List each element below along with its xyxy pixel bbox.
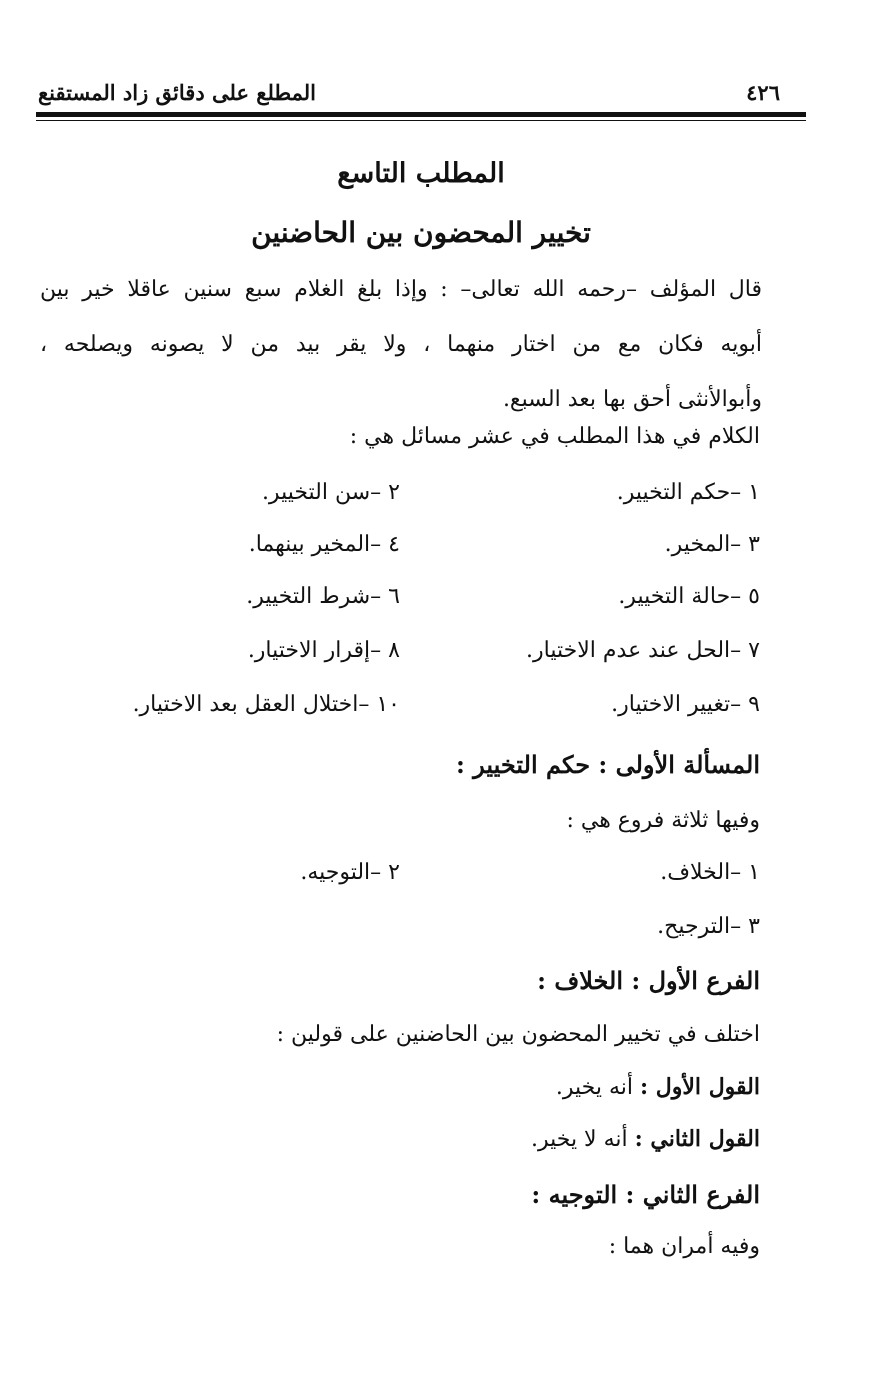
opinion2-text: أنه لا يخير. xyxy=(530,1127,628,1152)
section-title: المطلب التاسع xyxy=(337,158,505,189)
header-rule-thin xyxy=(36,120,806,121)
branch2-text: وفيه أمران هما : xyxy=(608,1234,760,1259)
header-rule-thick xyxy=(36,112,806,117)
section-subtitle: تخيير المحضون بين الحاضنين xyxy=(251,216,591,249)
issues-row-2 xyxy=(60,532,760,572)
page-number: ٤٢٦ xyxy=(746,79,780,105)
issue-3: ٣ –المخير. xyxy=(664,532,760,557)
issue-1: ١ –حكم التخيير. xyxy=(616,480,760,505)
branches-row-1 xyxy=(60,860,760,900)
branch-2: ٢ –التوجيه. xyxy=(300,860,400,885)
intro-line-2: أبويه فكان مع من اختار منهما ، ولا يقر بيد من لا يصونه ويصلحه ، xyxy=(40,332,762,357)
issues-intro: الكلام في هذا المطلب في عشر مسائل هي : xyxy=(349,424,760,449)
intro-line-3: وأبوالأنثى أحق بها بعد السبع. xyxy=(502,387,762,412)
opinion2-label: القول الثاني : xyxy=(634,1126,760,1152)
issues-row-4 xyxy=(60,638,760,678)
branch-3: ٣ –الترجيح. xyxy=(657,914,760,939)
issue-5: ٥ –حالة التخيير. xyxy=(618,584,760,609)
branch1-heading: الفرع الأول : الخلاف : xyxy=(537,966,760,995)
opinion-1 xyxy=(556,1074,760,1100)
issue-9: ٩ –تغيير الاختيار. xyxy=(611,692,760,717)
issue-2: ٢ –سن التخيير. xyxy=(261,480,400,505)
issue-6: ٦ –شرط التخيير. xyxy=(246,584,400,609)
issue1-heading: المسألة الأولى : حكم التخيير : xyxy=(455,750,760,779)
issues-row-1 xyxy=(60,480,760,520)
issues-row-5 xyxy=(60,692,760,732)
branch1-text: اختلف في تخيير المحضون بين الحاضنين على قولين : xyxy=(276,1022,760,1047)
branch-1: ١ –الخلاف. xyxy=(660,860,760,885)
intro-paragraph xyxy=(40,262,762,427)
issue-7: ٧ –الحل عند عدم الاختيار. xyxy=(526,638,760,663)
branches-row-2 xyxy=(60,914,760,954)
branches-intro: وفيها ثلاثة فروع هي : xyxy=(566,808,760,833)
issue-8: ٨ –إقرار الاختيار. xyxy=(247,638,400,663)
issues-row-3 xyxy=(60,584,760,624)
opinion1-text: أنه يخير. xyxy=(555,1075,633,1100)
opinion1-label: القول الأول : xyxy=(639,1074,760,1100)
page-header xyxy=(38,74,780,110)
opinion-2 xyxy=(531,1126,760,1152)
branch2-heading: الفرع الثاني : التوجيه : xyxy=(531,1180,760,1209)
issue-10: ١٠ –اختلال العقل بعد الاختيار. xyxy=(132,692,400,717)
issue-4: ٤ –المخير بينهما. xyxy=(248,532,400,557)
running-title: المطلع على دقائق زاد المستقنع xyxy=(38,79,317,105)
intro-line-1: قال المؤلف –رحمه الله تعالى– : وإذا بلغ الغلام سبع سنين عاقلا خير بين xyxy=(40,277,762,302)
